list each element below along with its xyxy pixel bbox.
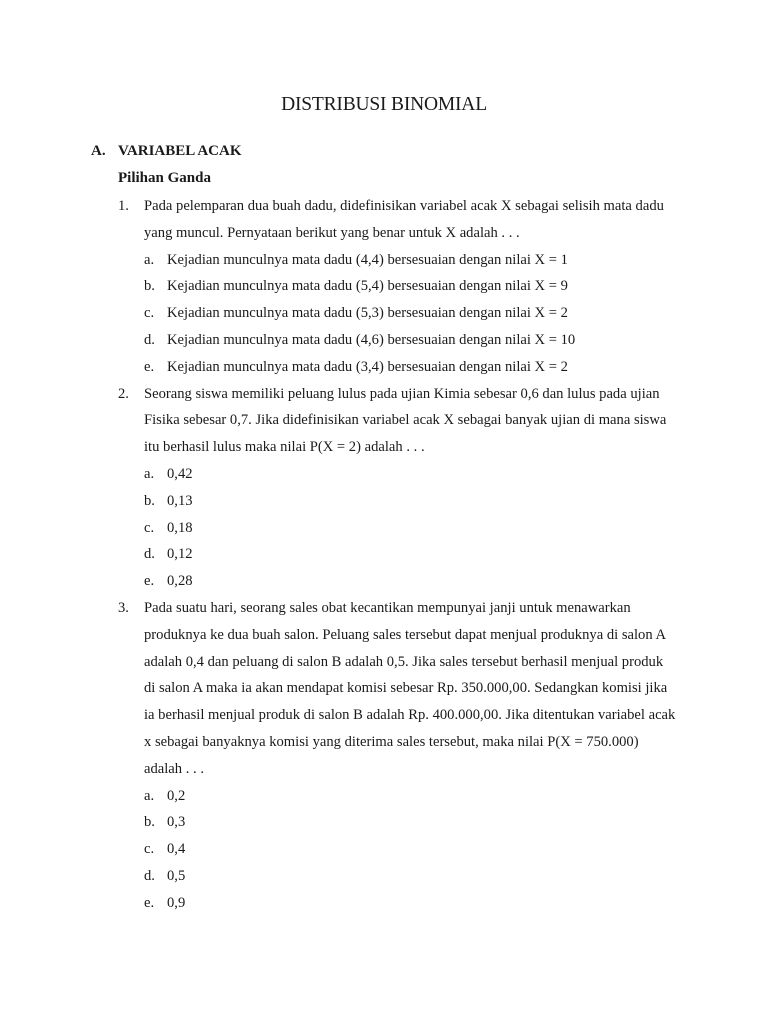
option-text: 0,2 <box>167 787 186 804</box>
option-item <box>144 783 678 810</box>
option-item <box>144 541 678 568</box>
option-item <box>144 809 678 836</box>
option-text: 0,12 <box>167 546 193 563</box>
question-list <box>118 193 678 917</box>
option-list <box>144 461 678 595</box>
option-letter: d. <box>144 546 155 563</box>
option-item <box>144 327 678 354</box>
option-text: 0,4 <box>167 841 186 858</box>
option-text: 0,18 <box>167 519 193 536</box>
option-letter: e. <box>144 358 155 375</box>
section-letter: A. <box>91 143 106 159</box>
option-item <box>144 273 678 300</box>
option-letter: c. <box>144 841 155 858</box>
option-item <box>144 461 678 488</box>
option-text: 0,28 <box>167 573 193 590</box>
option-text: 0,42 <box>167 465 193 482</box>
question-number: 3. <box>118 599 129 616</box>
option-item <box>144 836 678 863</box>
option-item <box>144 515 678 542</box>
option-letter: d. <box>144 867 155 884</box>
option-item <box>144 863 678 890</box>
question-stem: Pada suatu hari, seorang sales obat kecantikan mempunyai janji untuk menawarkan produknya ke dua buah salon. Peluang sales tersebut dapat menjual produknya di salon A adalah 0,4 dan peluang di salon B adalah 0,5. Jika sales tersebut berhasil menjual produk di salon A maka ia akan mendapat komisi sebesar Rp. 350.000,00. Sedangkan komisi jika ia berhasil menjual produk di salon B adalah Rp. 400.000,00. Jika ditentukan variabel acak x sebagai banyaknya komisi yang diterima sales tersebut, maka nilai P(X = 750.000) adalah . . . <box>144 599 676 777</box>
question-1 <box>118 193 678 381</box>
option-item <box>144 568 678 595</box>
option-letter: c. <box>144 305 155 322</box>
option-item <box>144 300 678 327</box>
option-text: 0,9 <box>167 894 186 911</box>
question-number: 1. <box>118 198 129 214</box>
option-text: Kejadian munculnya mata dadu (4,6) bersesuaian dengan nilai X = 10 <box>167 331 576 348</box>
page-title: DISTRIBUSI BINOMIAL <box>281 94 487 115</box>
option-letter: e. <box>144 894 155 911</box>
option-text: Kejadian munculnya mata dadu (4,4) bersesuaian dengan nilai X = 1 <box>167 251 568 268</box>
section-heading <box>91 141 242 161</box>
option-letter: b. <box>144 278 155 295</box>
question-stem: Seorang siswa memiliki peluang lulus pada ujian Kimia sebesar 0,6 dan lulus pada ujian Fisika sebesar 0,7. Jika didefinisikan variabel acak X sebagai banyak ujian di mana siswa itu berhasil lulus maka nilai P(X = 2) adalah . . . <box>144 385 667 456</box>
option-list <box>144 247 678 381</box>
question-stem: Pada pelemparan dua buah dadu, didefinisikan variabel acak X sebagai selisih mata dadu yang muncul. Pernyataan berikut yang benar untuk X adalah . . . <box>144 198 664 241</box>
section-title: VARIABEL ACAK <box>118 143 242 159</box>
option-item <box>144 354 678 381</box>
option-letter: a. <box>144 251 155 268</box>
option-letter: b. <box>144 492 155 509</box>
option-item <box>144 488 678 515</box>
option-text: 0,5 <box>167 867 186 884</box>
option-text: Kejadian munculnya mata dadu (3,4) bersesuaian dengan nilai X = 2 <box>167 358 568 375</box>
option-letter: b. <box>144 814 155 831</box>
option-item <box>144 890 678 917</box>
option-item <box>144 247 678 274</box>
option-list <box>144 783 678 917</box>
question-3 <box>118 595 678 917</box>
question-2 <box>118 381 678 595</box>
option-letter: a. <box>144 787 155 804</box>
option-letter: e. <box>144 573 155 590</box>
option-text: Kejadian munculnya mata dadu (5,4) bersesuaian dengan nilai X = 9 <box>167 278 568 295</box>
option-text: Kejadian munculnya mata dadu (5,3) bersesuaian dengan nilai X = 2 <box>167 305 568 322</box>
option-text: 0,3 <box>167 814 186 831</box>
subsection-heading: Pilihan Ganda <box>118 170 211 186</box>
option-text: 0,13 <box>167 492 193 509</box>
option-letter: d. <box>144 331 155 348</box>
option-letter: a. <box>144 465 155 482</box>
question-number: 2. <box>118 385 129 402</box>
option-letter: c. <box>144 519 155 536</box>
